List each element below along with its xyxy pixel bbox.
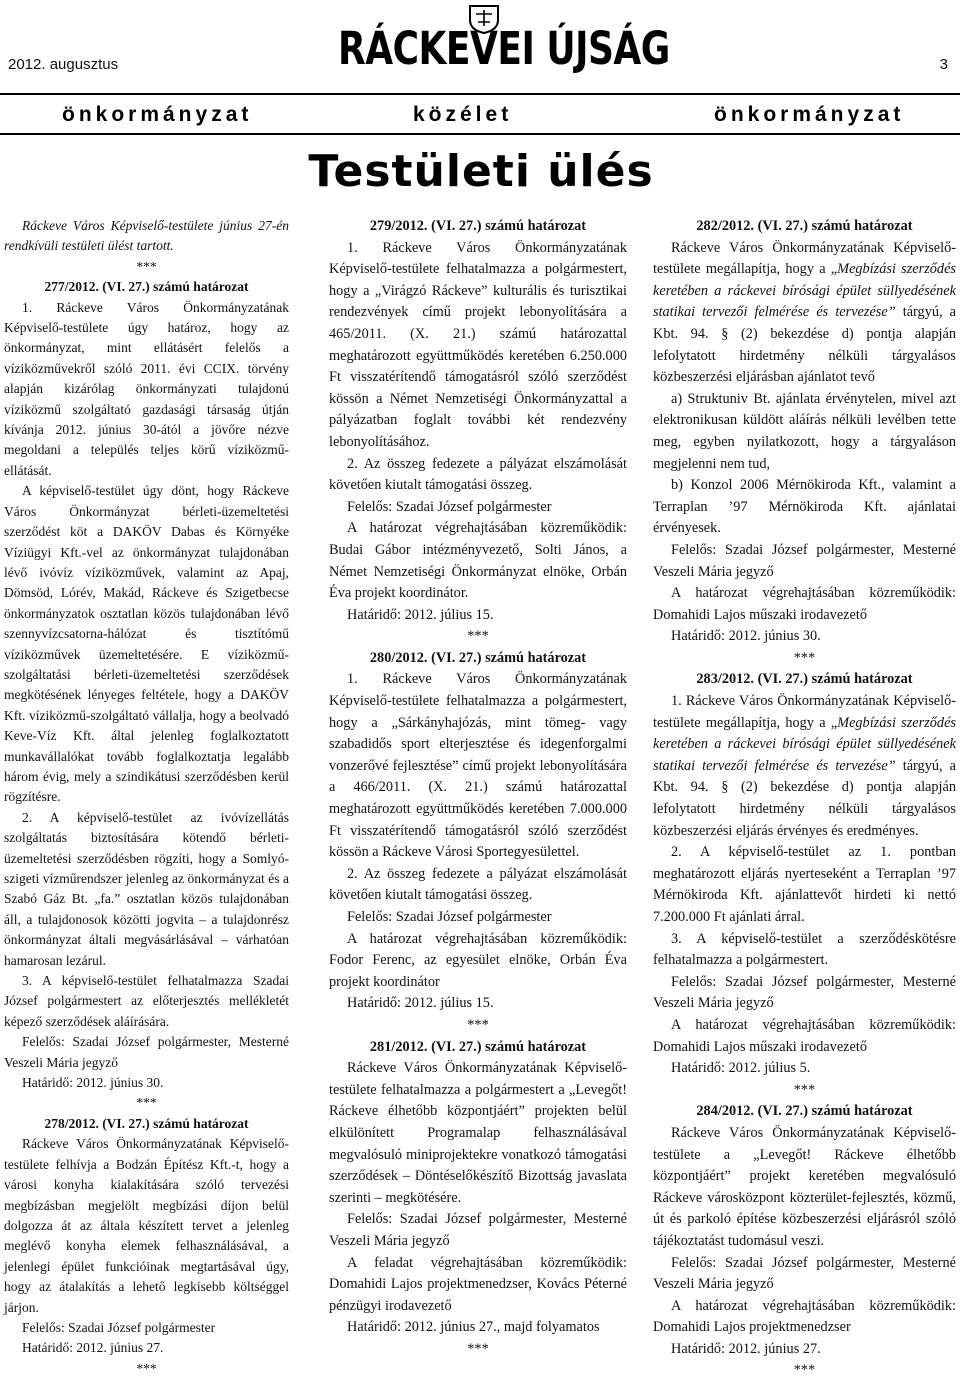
header-rule — [0, 93, 960, 95]
resolution-heading: 282/2012. (VI. 27.) számú határozat — [696, 218, 913, 234]
paragraph: 2. Az összeg fedezete a pályázat elszámolását követően kiutalt támogatási összeg. — [329, 455, 627, 494]
deadline-line: Határidő: 2012. június 30. — [671, 628, 821, 645]
paragraph: 3. A képviselő-testület a szerződéskötésre felhatalmazza a polgármestert. — [653, 930, 956, 969]
resolution-heading: 281/2012. (VI. 27.) számú határozat — [369, 1038, 587, 1055]
resolution-heading: 277/2012. (VI. 27.) számú határozat — [44, 279, 249, 295]
resolution-heading: 280/2012. (VI. 27.) számú határozat — [369, 649, 587, 666]
paragraph: a) Struktuniv Bt. ajánlata érvénytelen, mivel azt elektronikusan küldött aláírás nélküli levélben tette meg, egyben nyilatkozott, hogy a tárgyaláson megjelenni nem tud, — [653, 390, 956, 472]
paragraph: A határozat végrehajtásában közreműködik: Budai Gábor intézményvezető, Solti János, a Német Nemzetiségi Önkormányzat elnöke, Orbán Éva projekt koordinátor. — [329, 520, 627, 602]
paragraph — [653, 238, 956, 389]
deadline-line: Határidő: 2012. június 27. — [671, 1340, 821, 1357]
responsible-line: Felelős: Szadai József polgármester — [347, 498, 552, 515]
deadline-line: Határidő: 2012. június 30. — [22, 1075, 164, 1091]
separator: *** — [136, 1095, 157, 1111]
resolution-heading: 284/2012. (VI. 27.) számú határozat — [696, 1103, 913, 1120]
separator: *** — [793, 1362, 816, 1379]
paragraph: Ráckeve Város Önkormányzatának Képviselő-testülete felhatalmazza a polgármestert a „Levegőt! Ráckeve élhetőbb központjáért” projekten belül elkülönített Programalap felhasználásával megvalósuló miniprojektekre vonatkozó támogatási szerződések – Döntéselőkészítő Bizottság javaslata szerinti – megkötésére. — [329, 1060, 627, 1206]
article-column-1 — [4, 216, 289, 1379]
deadline-line: Határidő: 2012. július 15. — [347, 995, 494, 1012]
deadline-line: Határidő: 2012. június 27. — [22, 1340, 164, 1356]
paragraph: b) Konzol 2006 Mérnökiroda Kft., valamint a Terraplan ’97 Mérnökiroda Kft. ajánlatai érvényesek. — [653, 477, 956, 537]
text-run: tárgyú, a Kbt. 94. § (2) bekezdése d) pontja alapján lefolytatott hirdetmény nélküli tárgyalásos közbeszerzési eljárásban ajánlatot tevő — [653, 304, 956, 386]
responsible-line: Felelős: Szadai József polgármester — [347, 909, 552, 925]
deadline-line: Határidő: 2012. július 15. — [347, 606, 494, 623]
page-number: 3 — [939, 56, 948, 73]
paragraph: Ráckeve Város Önkormányzatának Képviselő-testülete a „Levegőt! Ráckeve élhetőbb központjáért” projekt keretében megvalósuló Ráckeve városközpont közterület-fejlesztés, közmű, út és parkoló építése közbeszerzési eljárásról szóló tájékoztatást tudomásul veszi. — [653, 1124, 956, 1249]
paragraph: 1. Ráckeve Város Önkormányzatának Képviselő-testülete úgy határoz, hogy az önkormányzat, mint ellátásért felelős a víziközművekről szóló 2011. évi CCIX. törvény alapján kizárólag önkormányzati tulajdonú víziközmű szolgáltató gazdasági társaság útján kívánja 2012. június 30-ától a jövőre nézve megoldani a település teljes körű víziközmű-ellátását. — [4, 299, 289, 478]
responsible-line: Felelős: Szadai József polgármester, Mesterné Veszeli Mária jegyző — [653, 973, 956, 1012]
responsible-line: Felelős: Szadai József polgármester — [22, 1319, 216, 1335]
separator: *** — [467, 628, 489, 645]
italic-title: Megbízási szerződés keretében a ráckevei bírósági épület süllyedésének statikai tervezői felmérése és tervezése” — [653, 261, 956, 321]
text-run: tárgyú, a Kbt. 94. § (2) bekezdése d) pontja alapján lefolytatott hirdetmény nélküli tárgyalásos közbeszerzési eljárás érvényes és eredményes. — [653, 757, 956, 839]
paragraph: 2. A képviselő-testület az ivóvízellátás szolgáltatás biztosítására kötendő bérleti-üzemeltetési szerződésben rögzíti, hogy a Somlyó-szigeti vízműrendszer jelenleg az önkormányzat és a Szabó Gáz Bt. „fa.” osztatlan közös tulajdonában áll, a tulajdonosok közötti jogvita – a tulajdonrész önkormányzat általi megvásárlásával – várhatóan hamarosan lezárul. — [4, 809, 289, 968]
resolution-heading: 279/2012. (VI. 27.) számú határozat — [369, 218, 587, 234]
deadline-line: Határidő: 2012. július 5. — [671, 1060, 811, 1077]
paragraph: A határozat végrehajtásában közreműködik: Domahidi Lajos projektmenedzser — [653, 1297, 956, 1336]
paragraph: 1. Ráckeve Város Önkormányzatának Képviselő-testülete felhatalmazza a polgármestert, hogy a „Sárkányhajózás, mint tömeg- vagy szabadidős sport elterjesztése és idegenforgalmi vonzerővé fejlesztése” című projekt lebonyolítására a 466/2011. (X. 21.) számú határozattal meghatározott együttműködés keretében 7.000.000 Ft visszatérítendő támogatásról szóló szerződést kössön a Ráckeve Városi Sportegyesülettel. — [329, 671, 627, 861]
separator: *** — [793, 649, 816, 666]
resolution-heading: 278/2012. (VI. 27.) számú határozat — [44, 1115, 249, 1131]
responsible-line: Felelős: Szadai József polgármester, Mesterné Veszeli Mária jegyző — [653, 1254, 956, 1293]
issue-date: 2012. augusztus — [8, 56, 119, 73]
separator: *** — [793, 1081, 816, 1098]
responsible-line: Felelős: Szadai József polgármester, Mesterné Veszeli Mária jegyző — [329, 1211, 627, 1249]
resolution-heading: 283/2012. (VI. 27.) számú határozat — [696, 671, 913, 688]
intro-text: Ráckeve Város Képviselő-testülete június 27-én rendkívüli testületi ülést tartott. — [4, 218, 289, 254]
paragraph: 1. Ráckeve Város Önkormányzatának Képviselő-testülete felhatalmazza a polgármestert, hogy a „Virágzó Ráckeve” kulturális és turisztikai rendezvények című projekt lebonyolítására a 465/2011. (X. 21.) számú határozattal meghatározott együttműködés keretében 6.250.000 Ft visszatérítendő támogatásról szóló szerződést kössön a Német Nemzetiségi Önkormányzattal a pályázatban foglalt további két rendezvény lebonyolításához. — [329, 239, 627, 450]
paragraph: A határozat végrehajtásában közreműködik: Domahidi Lajos műszaki irodavezető — [653, 585, 956, 623]
paragraph — [653, 691, 956, 842]
article-column-3 — [653, 216, 956, 1382]
paragraph: A feladat végrehajtásában közreműködik: Domahidi Lajos projektmenedzser, Kovács Péterné pénzügyi irodavezető — [329, 1254, 627, 1314]
section-label-center: közélet — [413, 103, 513, 126]
separator: *** — [467, 1340, 489, 1357]
paragraph: Ráckeve Város Önkormányzatának Képviselő-testülete felhívja a Bodzán Építész Kft.-t, hogy a városi konyha kialakítására szóló tervezési megbízásban megjelölt megbízási díjon belül dolgozza át az általa készített tervet a jelenleg meglévő konyha elemek felhasználásával, a jelenlegi épület funkcióinak megtartásával úgy, hogy az átalakítás a lehető legkisebb költséggel járjon. — [4, 1136, 289, 1315]
paragraph: A képviselő-testület úgy dönt, hogy Ráckeve Város Önkormányzat bérleti-üzemeltetési szerződést köt a DAKÖV Dabas és Környéke Víziügyi Kft.-vel az önkormányzat tulajdonában lévő ivóvíz víziközművek, valamint az Apaj, Dömsöd, Lórév, Makád, Ráckeve és Szigetbecse önkormányzatok osztatlan közös tulajdonában lévő szennyvízcsatorna-hálózat és tisztítómű víziközművek üzemeltetésére. E víziközmű-szolgáltatási bérleti-üzemeltetési szerződések megkötésének lényeges feltétele, hogy a DAKÖV Kft. víziközmű-szolgáltató vállalja, hogy a beolvadó Keve-Víz Kft. által jelenleg foglalkoztatott munkavállalókat tovább foglalkoztatja legalább három évig, mely a szindikátusi szerződésben kerül rögzítésre. — [4, 483, 289, 805]
paragraph: A határozat végrehajtásában közreműködik: Fodor Ferenc, az egyesület elnöke, Orbán Éva projekt koordinátor — [329, 930, 627, 990]
section-label-right: önkormányzat — [714, 103, 905, 126]
article-column-2 — [329, 216, 627, 1360]
section-rule — [0, 133, 960, 135]
responsible-line: Felelős: Szadai József polgármester, Mesterné Veszeli Mária jegyző — [4, 1034, 289, 1070]
text-run: 1. Ráckeve Város Önkormányzatának Képviselő-testülete megállapítja, hogy a „ — [653, 693, 956, 731]
separator: *** — [467, 1016, 489, 1033]
text-run: Ráckeve Város Önkormányzatának Képviselő-testülete megállapítja, hogy a „ — [653, 239, 956, 278]
paragraph: A határozat végrehajtásában közreműködik: Domahidi Lajos műszaki irodavezető — [653, 1016, 956, 1055]
page-header — [0, 0, 960, 96]
paragraph: 2. A képviselő-testület az 1. pontban meghatározott eljárás nyerteseként a Terraplan ’97 Mérnökiroda Kft. ajánlattevőt hirdeti ki nettó 7.200.000 Ft ajánlati árral. — [653, 844, 956, 925]
paragraph: 3. A képviselő-testület felhatalmazza Szadai József polgármestert az előterjesztés mellékletét képező szerződések aláírására. — [4, 973, 289, 1029]
paragraph: 2. Az összeg fedezete a pályázat elszámolását követően kiutalt támogatási összeg. — [329, 865, 627, 904]
italic-title: Megbízási szerződés keretében a ráckevei bírósági épület süllyedésének statikai tervezői felmérése és tervezése” — [653, 714, 956, 774]
deadline-line: Határidő: 2012. június 27., majd folyamatos — [347, 1319, 600, 1336]
masthead-title: RÁCKEVEI ÚJSÁG — [338, 24, 670, 76]
page-headline: Testületi ülés — [308, 146, 654, 197]
separator: *** — [136, 1360, 157, 1376]
masthead — [338, 4, 670, 76]
responsible-line: Felelős: Szadai József polgármester, Mesterné Veszeli Mária jegyző — [653, 541, 956, 580]
separator: *** — [136, 258, 157, 274]
section-label-left: önkormányzat — [62, 103, 253, 126]
